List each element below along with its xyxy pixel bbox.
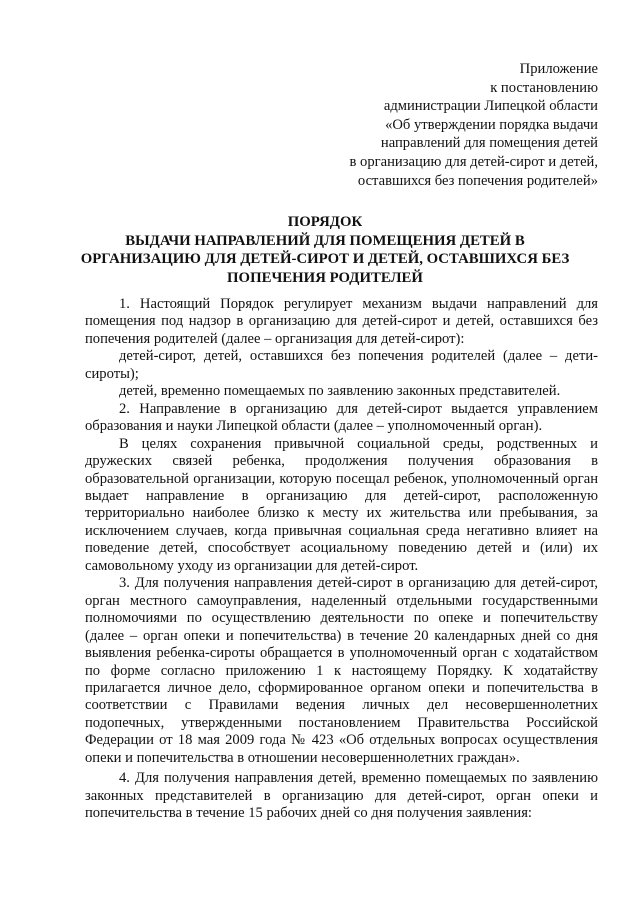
paragraph-1-item-orphans: детей-сирот, детей, оставшихся без попечения родителей (далее – дети-сироты); [85,348,598,382]
appendix-line: «Об утверждении порядка выдачи [385,116,598,133]
appendix-line: направлений для помещения детей [380,135,598,152]
document-title [60,213,590,287]
appendix-line: администрации Липецкой области [383,98,598,115]
appendix-line: к постановлению [490,79,598,96]
appendix-line: в организацию для детей-сирот и детей, [349,153,598,170]
appendix-header [268,60,598,190]
document-body [85,296,598,823]
paragraph-2-continuation: В целях сохранения привычной социальной среды, родственных и дружеских связей ребенка, продолжения получения образования в образовательной организации, которую посещал ребенок, уполномоченный орган выдает направление в организацию для детей-сирот, расположенную территориально наиболее близко к месту их жительства или пребывания, за исключением случаев, когда привычная социальная среда негативно влияет на поведение детей, способствует асоциальному поведению детей и (или) их самовольному уходу из организации для детей-сирот. [85,435,598,574]
paragraph-3: 3. Для получения направления детей-сирот в организацию для детей-сирот, орган местного самоуправления, наделенный отдельными государственными полномочиями по осуществлению деятельности по опеке и попечительству (далее – орган опеки и попечительства) в течение 20 календарных дней со дня выявления ребенка-сироты обращается в уполномоченный орган с ходатайством по форме согласно приложению 1 к настоящему Порядку. К ходатайству прилагается личное дело, сформированное органом опеки и попечительства в соответствии с Правилами ведения личных дел несовершеннолетних подопечных, утвержденными постановлением Правительства Российской Федерации от 18 мая 2009 года № 423 «Об отдельных вопросах осуществления опеки и попечительства в отношении несовершеннолетних граждан». [85,575,598,766]
title-line: ПОРЯДОК [287,214,363,230]
appendix-line: Приложение [519,61,598,77]
title-line: ОРГАНИЗАЦИЮ ДЛЯ ДЕТЕЙ-СИРОТ И ДЕТЕЙ, ОСТАВШИХСЯ БЕЗ [80,251,570,268]
appendix-line: оставшихся без попечения родителей» [357,172,598,189]
paragraph-2: 2. Направление в организацию для детей-сирот выдается управлением образования и науки Липецкой области (далее – уполномоченный орган). [85,400,598,435]
paragraph-1: 1. Настоящий Порядок регулирует механизм выдачи направлений для помещения под надзор в организацию для детей-сирот и детей, оставшихся без попечения родителей (далее – организация для детей-сирот): [85,296,598,347]
title-line: ПОПЕЧЕНИЯ РОДИТЕЛЕЙ [227,269,423,286]
paragraph-4: 4. Для получения направления детей, временно помещаемых по заявлению законных представителей в организацию для детей-сирот, орган опеки и попечительства в течение 15 рабочих дней со дня получения заявления: [85,770,598,822]
paragraph-1-item-temporary: детей, временно помещаемых по заявлению законных представителей. [119,383,561,400]
title-line: ВЫДАЧИ НАПРАВЛЕНИЙ ДЛЯ ПОМЕЩЕНИЯ ДЕТЕЙ В [125,232,525,249]
